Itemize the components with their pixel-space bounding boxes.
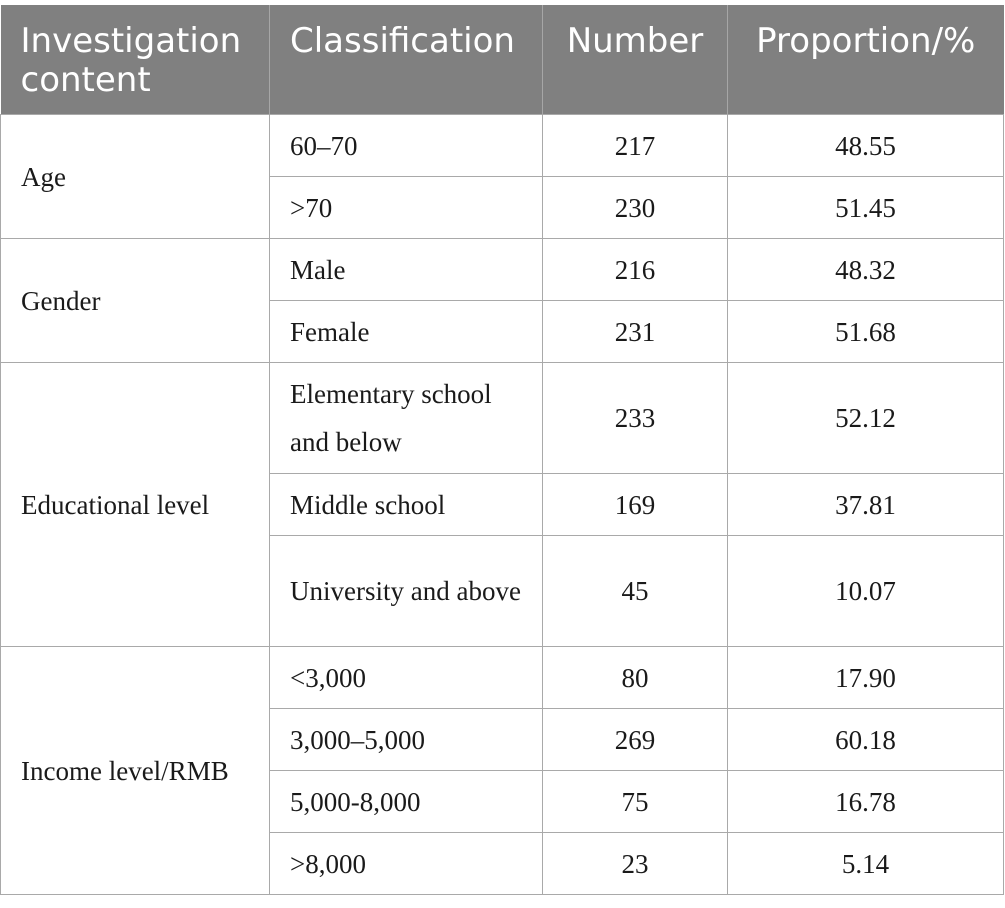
classification-cell: >8,000: [270, 833, 543, 895]
classification-cell: Middle school: [270, 474, 543, 536]
number-cell: 169: [543, 474, 728, 536]
classification-cell: 5,000-8,000: [270, 771, 543, 833]
category-cell: Educational level: [1, 363, 270, 647]
proportion-cell: 17.90: [728, 647, 1004, 709]
proportion-cell: 48.55: [728, 115, 1004, 177]
header-row: [1, 5, 1004, 115]
proportion-cell: 10.07: [728, 536, 1004, 647]
proportion-cell: 37.81: [728, 474, 1004, 536]
classification-cell: University and above: [270, 536, 543, 647]
number-cell: 45: [543, 536, 728, 647]
number-cell: 269: [543, 709, 728, 771]
table-row: [1, 363, 1004, 474]
number-cell: 216: [543, 239, 728, 301]
header-number: Number: [543, 5, 728, 115]
classification-cell: Male: [270, 239, 543, 301]
number-cell: 230: [543, 177, 728, 239]
header-investigation-content: Investigation content: [1, 5, 270, 115]
number-cell: 80: [543, 647, 728, 709]
number-cell: 75: [543, 771, 728, 833]
classification-cell: Elementary school and below: [270, 363, 543, 474]
header-classification: Classification: [270, 5, 543, 115]
number-cell: 23: [543, 833, 728, 895]
proportion-cell: 51.45: [728, 177, 1004, 239]
classification-cell: <3,000: [270, 647, 543, 709]
category-cell: Income level/RMB: [1, 647, 270, 895]
table-row: [1, 239, 1004, 301]
proportion-cell: 60.18: [728, 709, 1004, 771]
proportion-cell: 51.68: [728, 301, 1004, 363]
category-cell: Gender: [1, 239, 270, 363]
proportion-cell: 16.78: [728, 771, 1004, 833]
number-cell: 233: [543, 363, 728, 474]
table-row: [1, 647, 1004, 709]
header-proportion: Proportion/%: [728, 5, 1004, 115]
number-cell: 231: [543, 301, 728, 363]
classification-cell: >70: [270, 177, 543, 239]
classification-cell: 3,000–5,000: [270, 709, 543, 771]
category-cell: Age: [1, 115, 270, 239]
proportion-cell: 52.12: [728, 363, 1004, 474]
proportion-cell: 48.32: [728, 239, 1004, 301]
table-row: [1, 115, 1004, 177]
classification-cell: 60–70: [270, 115, 543, 177]
classification-cell: Female: [270, 301, 543, 363]
demographics-table: [0, 5, 1004, 895]
proportion-cell: 5.14: [728, 833, 1004, 895]
number-cell: 217: [543, 115, 728, 177]
